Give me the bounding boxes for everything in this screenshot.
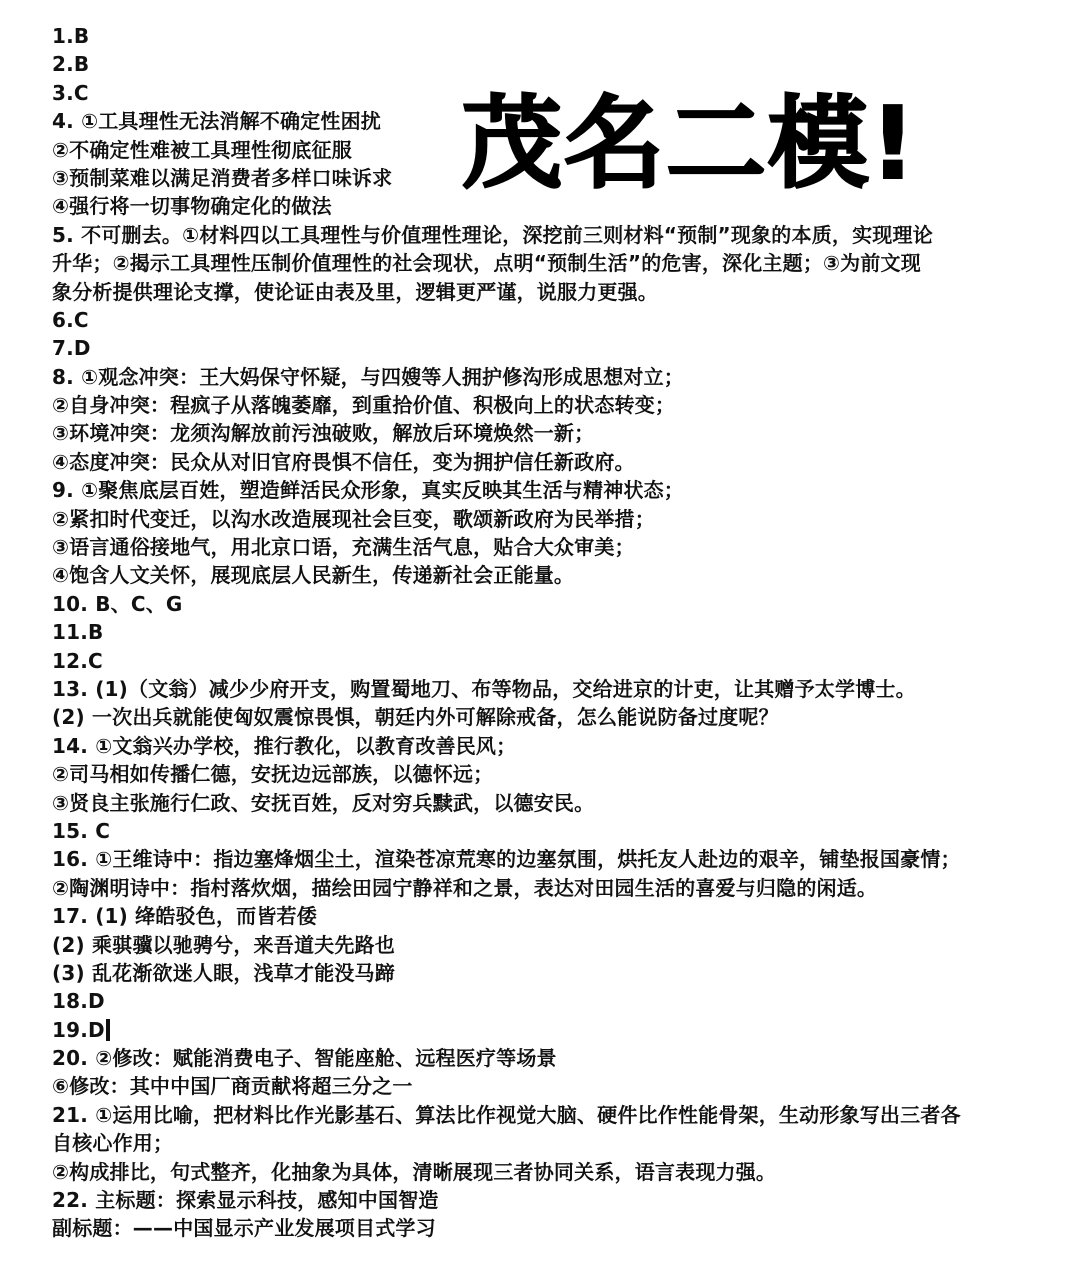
answer-line: 3.C [52,80,89,105]
answer-line: 15. C [52,818,111,843]
answer-line: ④态度冲突：民众从对旧官府畏惧不信任，变为拥护信任新政府。 [52,449,635,474]
answer-line: 16. ①王维诗中：指边塞烽烟尘土，渲染苍凉荒寒的边塞氛围，烘托友人赴边的艰辛，铺垫报国豪情； [52,847,961,872]
answer-line: ③语言通俗接地气，用北京口语，充满生活气息，贴合大众审美； [52,535,635,560]
answer-line: ③环境冲突：龙须沟解放前污浊破败，解放后环境焕然一新； [52,421,595,446]
answer-line-with-cursor [52,1016,1042,1044]
answer-line: ②司马相如传播仁德，安抚边远部族，以德怀远； [52,762,494,787]
answer-line: ④强行将一切事物确定化的做法 [52,194,332,219]
answer-line: 2.B [52,52,90,77]
answer-line: 4. ①工具理性无法消解不确定性困扰 [52,109,382,134]
answer-line: 22. 主标题：探索显示科技，感知中国智造 [52,1188,439,1213]
answer-line: (3) 乱花渐欲迷人眼，浅草才能没马蹄 [52,960,395,985]
answer-line: 8. ①观念冲突：王大妈保守怀疑，与四嫂等人拥护修沟形成思想对立； [52,364,685,389]
answer-line: 17. (1) 绛皓驳色，而皆若倭 [52,904,317,929]
answer-line: 10. B、C、G [52,591,183,616]
answer-line: 6.C [52,307,89,332]
answer-line: 9. ①聚焦底层百姓，塑造鲜活民众形象，真实反映其生活与精神状态； [52,478,685,503]
answer-line: ③贤良主张施行仁政、安抚百姓，反对穷兵黩武，以德安民。 [52,790,595,815]
answer-line: ②陶渊明诗中：指村落炊烟，描绘田园宁静祥和之景，表达对田园生活的喜爱与归隐的闲适。 [52,875,878,900]
answer-line: 1.B [52,24,90,48]
answer-line: ②自身冲突：程疯子从落魄萎靡，到重拾价值、积极向上的状态转变； [52,393,676,418]
answer-line: 象分析提供理论支撑，使论证由表及里，逻辑更严谨，说服力更强。 [52,279,658,304]
answer-line: ②构成排比，句式整齐，化抽象为具体，清晰展现三者协同关系，语言表现力强。 [52,1159,777,1184]
answer-line: ②紧扣时代变迁，以沟水改造展现社会巨变，歌颂新政府为民举措； [52,506,655,531]
answer-text: 19.D [52,1017,105,1042]
answer-line: 12.C [52,648,103,673]
answer-line: 21. ①运用比喻，把材料比作光影基石、算法比作视觉大脑、硬件比作性能骨架，生动形象写出三者各 [52,1102,961,1127]
answer-line: ⑥修改：其中中国厂商贡献将超三分之一 [52,1074,413,1099]
answer-line: ③预制菜难以满足消费者多样口味诉求 [52,165,393,190]
answer-line: 11.B [52,620,104,645]
text-cursor-mark [106,1019,110,1041]
title-banner: 茂名二模! [462,85,918,202]
answer-line: ②不确定性难被工具理性彻底征服 [52,137,352,162]
answer-line: 5. 不可删去。①材料四以工具理性与价值理性理论，深挖前三则材料“预制”现象的本质，实现理论 [52,222,933,247]
answer-line: 升华；②揭示工具理性压制价值理性的社会现状，点明“预制生活”的危害，深化主题；③为前文现 [52,251,921,276]
answer-line: (2) 一次出兵就能使匈奴震惊畏惧，朝廷内外可解除戒备，怎么能说防备过度呢？ [52,705,779,730]
answer-line: ④饱含人文关怀，展现底层人民新生，传递新社会正能量。 [52,563,575,588]
answer-line: 18.D [52,989,105,1014]
answer-list [52,22,1042,1243]
answer-line: 13. (1)（文翁）减少少府开支，购置蜀地刀、布等物品，交给进京的计吏，让其赠予太学博士。 [52,676,916,701]
answer-line: 7.D [52,336,91,361]
answer-line: 副标题：——中国显示产业发展项目式学习 [52,1216,436,1241]
answer-line: 20. ②修改：赋能消费电子、智能座舱、远程医疗等场景 [52,1046,557,1071]
answer-line: 自核心作用； [52,1131,174,1156]
answer-line: (2) 乘骐骥以驰骋兮，来吾道夫先路也 [52,932,395,957]
answer-line: 14. ①文翁兴办学校，推行教化，以教育改善民风； [52,733,517,758]
